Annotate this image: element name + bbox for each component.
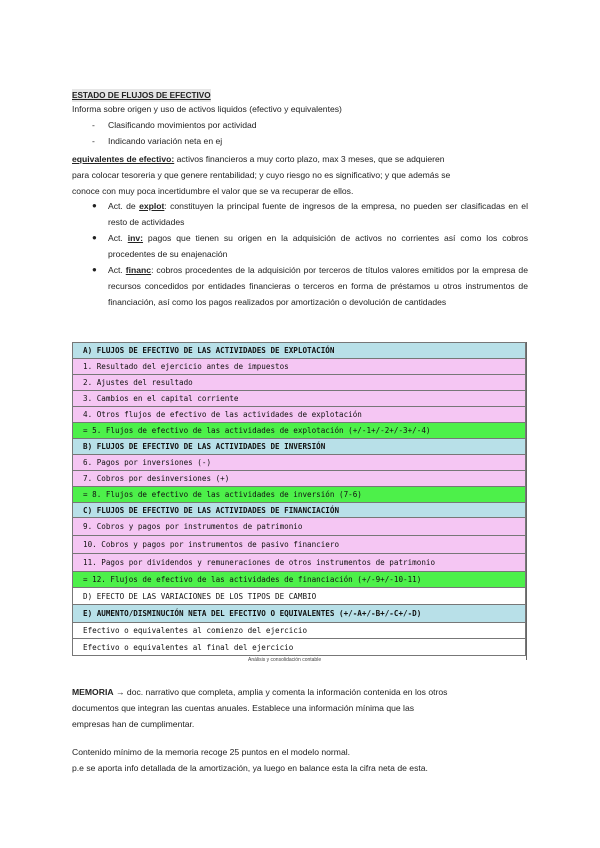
table-shadow-edge [526, 342, 527, 660]
bullet-prefix: Act. de [108, 201, 140, 211]
table-row [72, 454, 526, 470]
bullet-text: : constituyen la principal fuente de ingresos de la empresa, no pueden ser clasificadas en el resto de actividades [108, 201, 528, 227]
table-row-label: B) FLUJOS DE EFECTIVO DE LAS ACTIVIDADES DE INVERSIÓN [83, 442, 326, 451]
equivalents-paragraph [72, 151, 528, 199]
memoria-line2: documentos que integran las cuentas anuales. Establece una información mínima que las [72, 703, 415, 713]
dash-marker: - [92, 136, 95, 146]
table-row [72, 622, 526, 638]
bullet-icon: ● [92, 201, 97, 210]
bullet-item-inv [108, 230, 528, 262]
table-row-label: = 5. Flujos de efectivo de las actividades de explotación (+/-1+/-2+/-3+/-4) [83, 426, 431, 435]
table-row-label: 9. Cobros y pagos por instrumentos de patrimonio [83, 522, 303, 531]
table-row [72, 604, 526, 622]
equivalents-term: equivalentes de efectivo: [72, 154, 175, 164]
equivalents-line1: activos financieros a muy corto plazo, max 3 meses, que se adquieren [174, 154, 445, 164]
table-row [72, 535, 526, 553]
table-row-label: 10. Cobros y pagos por instrumentos de pasivo financiero [83, 540, 340, 549]
table-row-label: = 12. Flujos de efectivo de las actividades de financiación (+/-9+/-10-11) [83, 575, 422, 584]
dash-item: Clasificando movimientos por actividad [108, 120, 257, 130]
table-row-label: Efectivo o equivalentes al final del ejercicio [83, 643, 294, 652]
table-row-label: = 8. Flujos de efectivo de las actividades de inversión (7-6) [83, 490, 362, 499]
table-row-label: Efectivo o equivalentes al comienzo del ejercicio [83, 626, 308, 635]
intro-text: Informa sobre origen y uso de activos liquidos (efectivo y equivalentes) [72, 104, 342, 114]
table-row [72, 358, 526, 374]
equivalents-line2: para colocar tesoreria y que genere rentabilidad; y cuyo riesgo no es significativo; y que además se [72, 170, 451, 180]
bullet-term: explot [139, 201, 165, 211]
table-row [72, 486, 526, 502]
table-row [72, 638, 526, 656]
bullet-term: financ [125, 265, 152, 275]
bullet-icon: ● [92, 233, 97, 242]
table-row [72, 470, 526, 486]
equivalents-line3: conoce con muy poca incertidumbre el valor que se va recuperar de ellos. [72, 186, 354, 196]
table-row-label: 6. Pagos por inversiones (-) [83, 458, 212, 467]
section-title: ESTADO DE FLUJOS DE EFECTIVO [72, 91, 211, 100]
table-caption: Análisis y consolidación contable [248, 657, 322, 663]
closing-line: p.e se aporta info detallada de la amortización, ya luego en balance esta la cifra neta de esta. [72, 763, 428, 773]
table-row-label: 7. Cobros por desinversiones (+) [83, 474, 230, 483]
table-row [72, 390, 526, 406]
table-row-label: 2. Ajustes del resultado [83, 378, 193, 387]
table-row-label: 3. Cambios en el capital corriente [83, 394, 239, 403]
memoria-term: MEMORIA [72, 687, 114, 697]
bullet-prefix: Act. [108, 265, 126, 275]
table-row-label: A) FLUJOS DE EFECTIVO DE LAS ACTIVIDADES DE EXPLOTACIÓN [83, 346, 335, 355]
bullet-item-explot [108, 198, 528, 230]
table-row [72, 342, 526, 358]
table-row-label: 11. Pagos por dividendos y remuneraciones de otros instrumentos de patrimonio [83, 558, 436, 567]
table-row [72, 406, 526, 422]
memoria-line3: empresas han de cumplimentar. [72, 719, 195, 729]
closing-line: Contenido mínimo de la memoria recoge 25 puntos en el modelo normal. [72, 747, 351, 757]
table-row [72, 422, 526, 438]
bullet-text: pagos que tienen su origen en la adquisición de activos no corrientes así como los cobros procedentes de su enajenación [108, 233, 528, 259]
dash-marker: - [92, 120, 95, 130]
bullet-icon: ● [92, 265, 97, 274]
table-row-label: 4. Otros flujos de efectivo de las actividades de explotación [83, 410, 362, 419]
table-row-label: C) FLUJOS DE EFECTIVO DE LAS ACTIVIDADES DE FINANCIACIÓN [83, 506, 340, 515]
bullet-item-financ [108, 262, 528, 310]
bullet-term: inv: [127, 233, 144, 243]
table-row [72, 438, 526, 454]
dash-item: Indicando variación neta en ej [108, 136, 223, 146]
memoria-line1: → doc. narrativo que completa, amplia y comenta la información contenida en los otros [113, 687, 448, 697]
table-row-label: E) AUMENTO/DISMINUCIÓN NETA DEL EFECTIVO O EQUIVALENTES (+/-A+/-B+/-C+/-D) [83, 609, 422, 618]
bullet-text: : cobros procedentes de la adquisición por terceros de títulos valores emitidos por la empresa de recursos concedidos por entidades financieras o terceros en forma de préstamos u otros instrumentos de financiación, así como los pagos realizados por amortización o devolución de cantidades [108, 265, 528, 307]
table-row [72, 374, 526, 390]
table-row [72, 502, 526, 517]
cash-flow-table [72, 342, 528, 660]
table-row [72, 571, 526, 587]
table-row-label: 1. Resultado del ejercicio antes de impuestos [83, 362, 289, 371]
table-row [72, 553, 526, 571]
table-row-label: D) EFECTO DE LAS VARIACIONES DE LOS TIPOS DE CAMBIO [83, 592, 317, 601]
bullet-prefix: Act. [108, 233, 128, 243]
table-row [72, 517, 526, 535]
table-row [72, 587, 526, 604]
memoria-paragraph [72, 684, 528, 732]
